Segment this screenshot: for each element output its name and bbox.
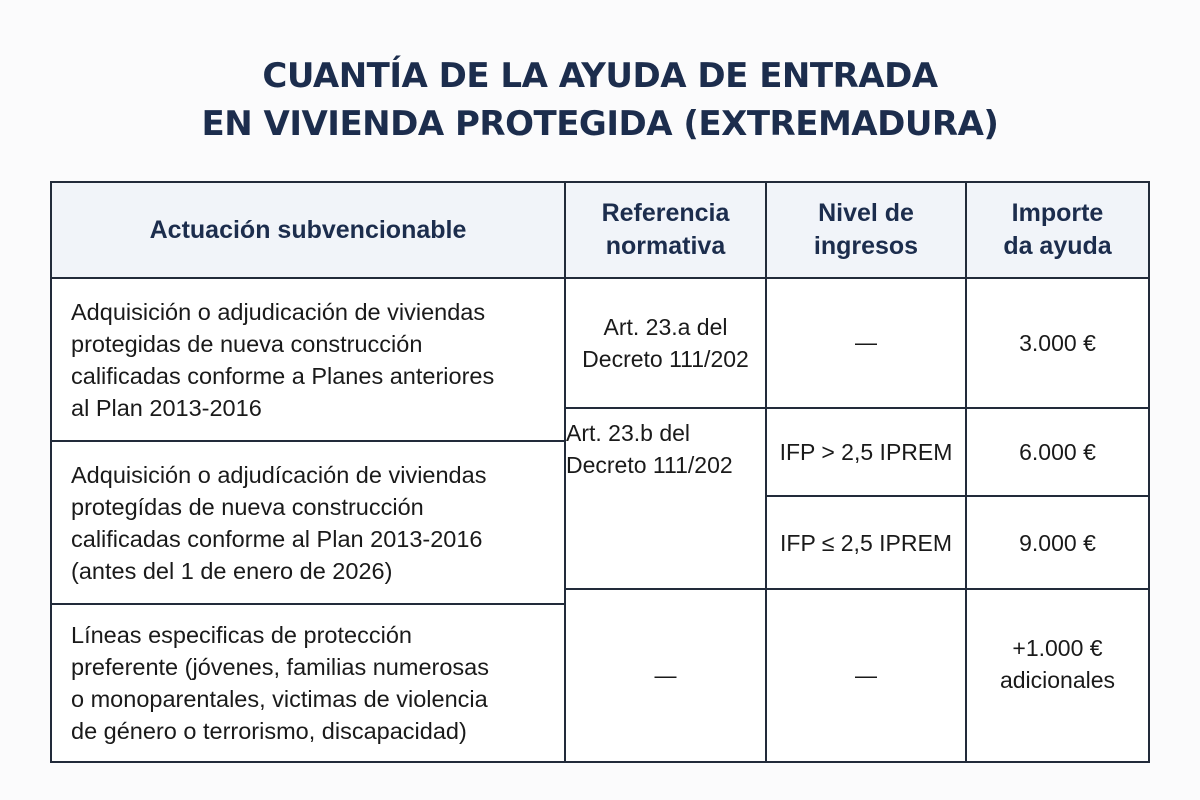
actuacion-cell-2 (50, 440, 566, 605)
header-importe-line1: Importe (1011, 199, 1104, 227)
referencia-3-value: — (654, 662, 677, 688)
importe-3-value: 9.000 € (1019, 529, 1096, 556)
actuacion-1-line-1: Adquisición o adjudicación de viviendas (71, 298, 486, 325)
actuacion-3-line-1: Líneas especificas de protección (71, 622, 412, 648)
importe-cell-2 (965, 407, 1150, 497)
referencia-1-line-2: Decreto 111/202 (582, 346, 749, 372)
header-referencia (564, 181, 767, 279)
actuacion-cell-3 (50, 603, 566, 763)
actuacion-3-line-2: preferente (jóvenes, familias numerosas (71, 654, 489, 680)
nivel-cell-3 (765, 495, 967, 590)
actuacion-3-line-3: o monoparentales, victimas de violencia (71, 686, 488, 712)
referencia-cell-2 (564, 407, 767, 590)
actuacion-2-line-1: Adquisición o adjudícación de viviendas (71, 461, 487, 488)
header-referencia-line1: Referencia (601, 199, 730, 227)
header-nivel-line2: ingresos (813, 232, 919, 260)
referencia-2-line-1: Art. 23.b del (566, 420, 691, 446)
nivel-4-value: — (855, 662, 877, 688)
actuacion-2-line-2: protegídas de nueva construcción (71, 493, 424, 520)
nivel-1-value: — (855, 330, 877, 355)
nivel-cell-1 (765, 277, 967, 409)
importe-1-value: 3.000 € (1019, 330, 1096, 356)
importe-4-line-1: +1.000 € (1012, 635, 1103, 661)
actuacion-1-line-3: calificadas conforme a Planes anteriores (71, 362, 495, 389)
title-line-2: EN VIVIENDA PROTEGIDA (EXTREMADURA) (201, 104, 999, 144)
nivel-cell-4 (765, 588, 967, 763)
actuacion-1-line-4: al Plan 2013-2016 (71, 394, 262, 421)
actuacion-2-line-4: (antes del 1 de enero de 2026) (71, 557, 393, 584)
importe-2-value: 6.000 € (1019, 439, 1096, 465)
header-referencia-line2: normativa (605, 232, 726, 260)
actuacion-2-line-3: calificadas conforme al Plan 2013-2016 (71, 525, 483, 552)
header-actuacion-label: Actuación subvencionable (149, 215, 467, 244)
header-actuacion (50, 181, 566, 279)
nivel-cell-2 (765, 407, 967, 497)
importe-cell-4 (965, 588, 1150, 763)
title-line-1: CUANTÍA DE LA AYUDA DE ENTRADA (262, 56, 938, 96)
nivel-3-value: IFP ≤ 2,5 IPREM (780, 529, 952, 556)
actuacion-1-line-2: protegidas de nueva construcción (71, 330, 423, 357)
importe-cell-3 (965, 495, 1150, 590)
referencia-cell-3 (564, 588, 767, 763)
header-importe-line2: da ayuda (1003, 232, 1112, 260)
actuacion-3-line-4: de género o terrorismo, discapacidad) (71, 718, 467, 744)
importe-cell-1 (965, 277, 1150, 409)
actuacion-cell-1 (50, 277, 566, 442)
nivel-2-value: IFP > 2,5 IPREM (779, 439, 953, 465)
importe-4-line-2: adicionales (999, 667, 1116, 693)
header-nivel-line1: Nivel de (818, 199, 914, 227)
referencia-cell-1 (564, 277, 767, 409)
header-nivel-ingresos (765, 181, 967, 279)
header-importe (965, 181, 1150, 279)
referencia-1-line-1: Art. 23.a del (603, 314, 728, 340)
referencia-2-line-2: Decreto 111/202 (566, 452, 733, 478)
